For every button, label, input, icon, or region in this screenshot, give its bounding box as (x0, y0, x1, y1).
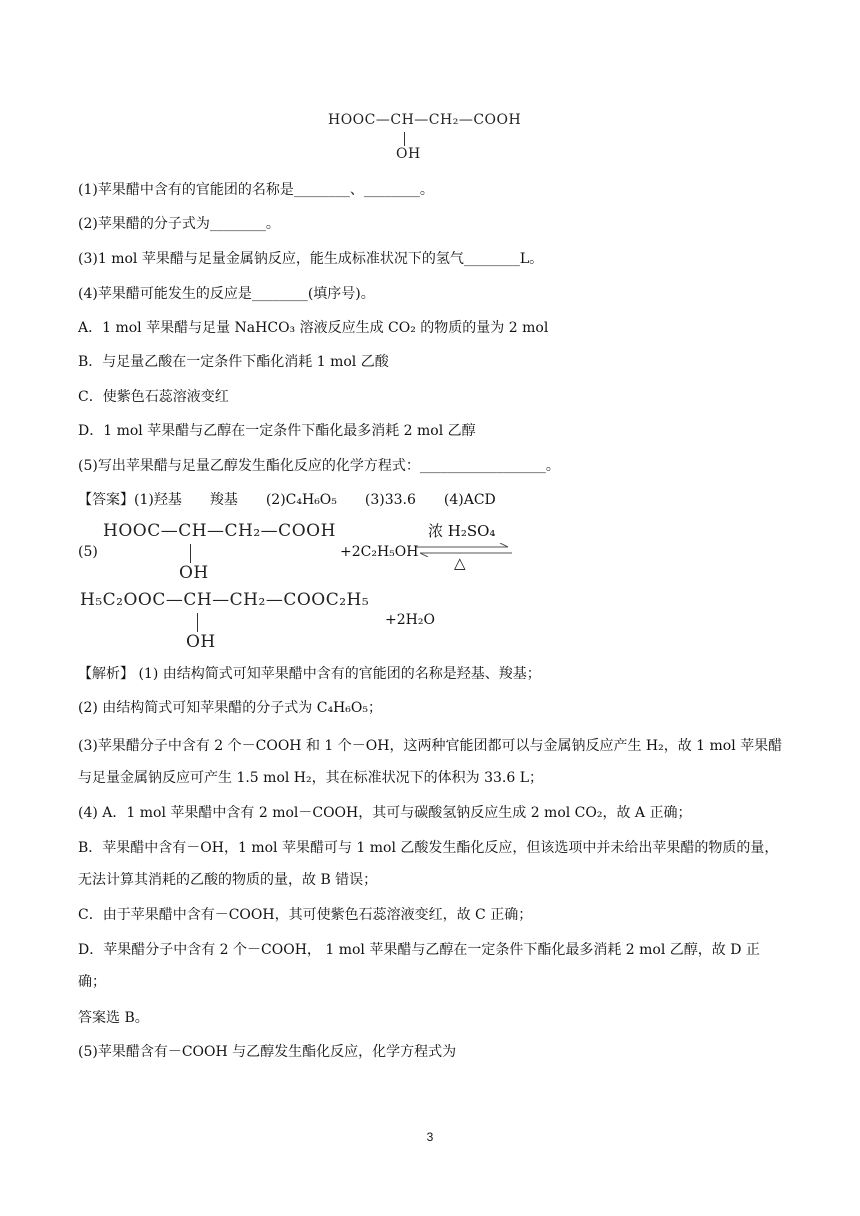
product-branch-bond (197, 613, 198, 632)
page-number: 3 (426, 1130, 434, 1144)
analysis-2: (2) 由结构简式可知苹果醋的分子式为 C₄H₆O₅； (78, 700, 382, 716)
reaction-condition (414, 520, 514, 576)
product-main-chain: H₅C₂OOC—CH—CH₂—COOC₂H₅ (80, 590, 370, 610)
structure-main-chain: HOOC—CH—CH₂—COOH (328, 112, 522, 128)
answer-line: 【答案】(1)羟基 羧基 (2)C₄H₆O₅ (3)33.6 (4)ACD (78, 492, 496, 508)
analysis-1: 【解析】 (1) 由结构简式可知苹果醋中含有的官能团的名称是羟基、羧基； (78, 666, 541, 682)
plus-water: +2H₂O (385, 612, 435, 628)
option-b: B．与足量乙酸在一定条件下酯化消耗 1 mol 乙酸 (78, 354, 389, 370)
option-d: D．1 mol 苹果醋与乙醇在一定条件下酯化最多消耗 2 mol 乙醇 (78, 423, 476, 439)
reactant-branch-bond (190, 544, 191, 563)
question-3: (3)1 mol 苹果醋与足量金属钠反应，能生成标准状况下的氢气________L。 (78, 251, 544, 267)
option-c: C．使紫色石蕊溶液变红 (78, 389, 229, 405)
analysis-3: (3)苹果醋分子中含有 2 个－COOH 和 1 个－OH，这两种官能团都可以与金属钠反应产生 H₂，故 1 mol 苹果醋与足量金属钠反应可产生 1.5 mol H₂，其在标准状况下的体积为 33.6 L； (78, 738, 783, 786)
condition-catalyst: 浓 H₂SO₄ (428, 522, 496, 540)
analysis-4: (4) A．1 mol 苹果醋中含有 2 mol－COOH，其可与碳酸氢钠反应生成 2 mol CO₂，故 A 正确； (78, 805, 692, 821)
structure-branch-oh: OH (396, 146, 421, 162)
reactant-main-chain: HOOC—CH—CH₂—COOH (103, 521, 336, 541)
question-1: (1)苹果醋中含有的官能团的名称是________、________。 (78, 182, 434, 198)
equation-label: (5) (78, 544, 98, 560)
product-branch-oh: OH (186, 632, 216, 652)
question-2: (2)苹果醋的分子式为________。 (78, 216, 280, 232)
analysis-6: C．由于苹果醋中含有－COOH，其可使紫色石蕊溶液变红，故 C 正确； (78, 907, 533, 923)
malic-acid-structure (328, 112, 548, 164)
analysis-5: B．苹果醋中含有－OH，1 mol 苹果醋可与 1 mol 乙酸发生酯化反应，但该选项中并未给出苹果醋的物质的量，无法计算其消耗的乙酸的物质的量，故 B 错误； (78, 840, 779, 888)
option-a: A．1 mol 苹果醋与足量 NaHCO₃ 溶液反应生成 CO₂ 的物质的量为 2 mol (78, 320, 549, 336)
analysis-7: D．苹果醋分子中含有 2 个－COOH， 1 mol 苹果醋与乙醇在一定条件下酯化最多消耗 2 mol 乙醇，故 D 正确； (78, 942, 760, 990)
question-4: (4)苹果醋可能发生的反应是________(填序号)。 (78, 286, 375, 302)
structure-branch-bond (404, 132, 405, 146)
analysis-8: 答案选 B。 (78, 1010, 149, 1026)
condition-heat: △ (454, 554, 466, 572)
reactant-structure (103, 521, 353, 583)
question-5: (5)写出苹果醋与足量乙醇发生酯化反应的化学方程式：__________________。 (78, 458, 560, 474)
plus-ethanol: +2C₂H₅OH (340, 544, 419, 560)
product-structure (80, 590, 380, 652)
reactant-branch-oh: OH (179, 563, 209, 583)
analysis-9: (5)苹果醋含有－COOH 与乙醇发生酯化反应，化学方程式为 (78, 1044, 457, 1060)
